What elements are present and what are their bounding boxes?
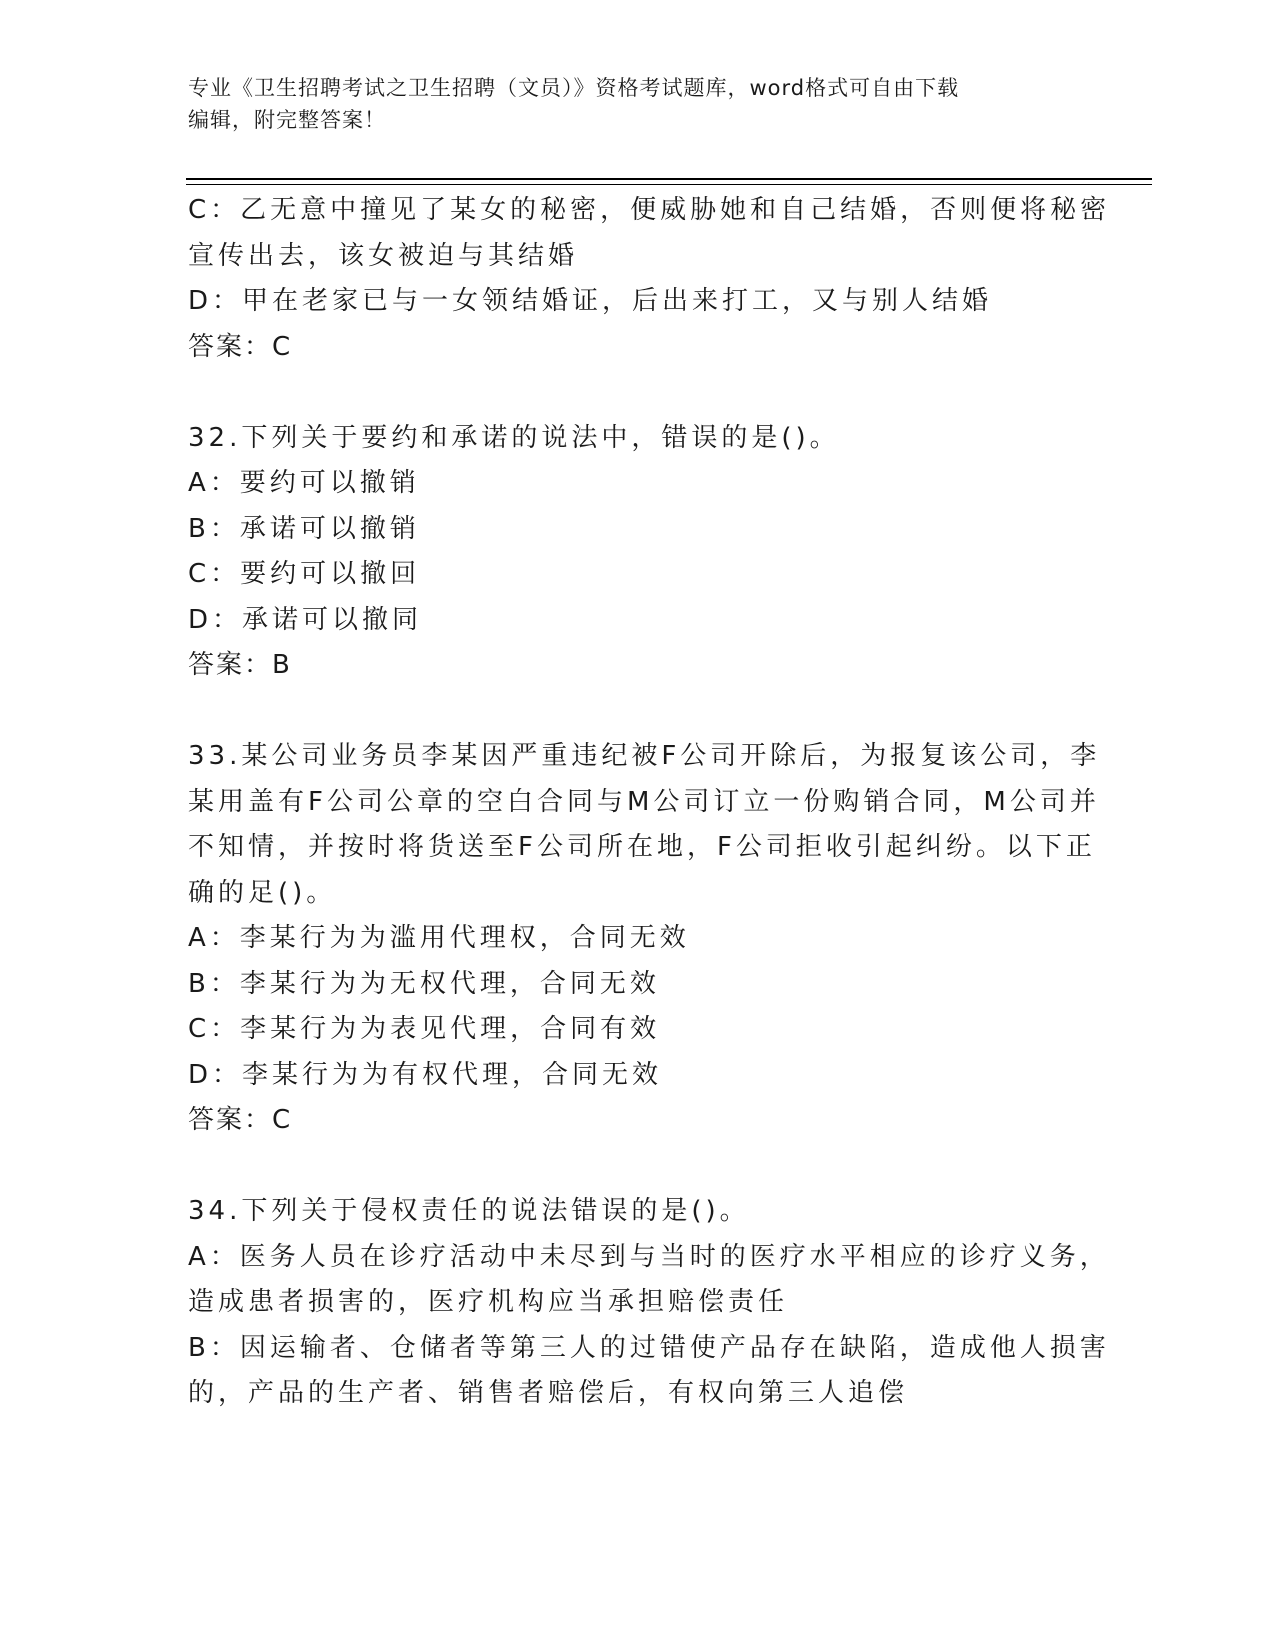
header-divider-thin (186, 184, 1152, 185)
header-divider-thick (186, 178, 1152, 180)
option-c: C：要约可以撤回 (188, 559, 421, 589)
option-c-line-2: 宣传出去，该女被迫与其结婚 (188, 240, 579, 271)
question-stem-line-2: 某用盖有F公司公章的空白合同与M公司订立一份购销合同，M公司并 (188, 786, 1100, 817)
question-body (188, 188, 1111, 1417)
option-a: A：要约可以撤销 (188, 468, 420, 498)
question-33 (188, 734, 1101, 1144)
option-b-line-2: 的，产品的生产者、销售者赔偿后，有权向第三人追偿 (188, 1378, 909, 1408)
header-line-1: 专业《卫生招聘考试之卫生招聘（文员）》资格考试题库，word格式可自由下载 (188, 76, 960, 100)
question-34 (188, 1189, 1110, 1417)
option-a-line-1: A：医务人员在诊疗活动中未尽到与当时的医疗水平相应的诊疗义务， (188, 1241, 1110, 1272)
question-stem-line-4: 确的足()。 (188, 877, 337, 908)
spacer (188, 1144, 1088, 1190)
option-d: D：承诺可以撤同 (188, 604, 423, 635)
question-32 (188, 416, 1088, 689)
option-d: D：甲在老家已与一女领结婚证，后出来打工，又与别人结婚 (188, 286, 993, 316)
option-b-line-1: B：因运输者、仓储者等第三人的过错使产品存在缺陷，造成他人损害 (188, 1332, 1110, 1363)
answer-line: 答案：C (188, 331, 293, 362)
question-stem: 34.下列关于侵权责任的说法错误的是()。 (188, 1196, 750, 1226)
option-a: A：李某行为为滥用代理权，合同无效 (188, 923, 690, 953)
option-c: C：李某行为为表见代理，合同有效 (188, 1014, 661, 1044)
question-stem: 32.下列关于要约和承诺的说法中，错误的是()。 (188, 422, 840, 453)
answer-line: 答案：B (188, 650, 292, 680)
question-stem-line-3: 不知情，并按时将货送至F公司所在地，F公司拒收引起纠纷。以下正 (188, 832, 1096, 862)
option-d: D：李某行为为有权代理，合同无效 (188, 1059, 663, 1090)
answer-line: 答案：C (188, 1105, 293, 1135)
question-31-tail (188, 188, 1111, 370)
option-b: B：承诺可以撤销 (188, 513, 420, 544)
option-b: B：李某行为为无权代理，合同无效 (188, 968, 660, 999)
document-header (188, 72, 1078, 136)
header-line-2: 编辑，附完整答案！ (188, 108, 386, 132)
spacer (188, 689, 1088, 735)
question-stem-line-1: 33.某公司业务员李某因严重违纪被F公司开除后，为报复该公司，李 (188, 741, 1101, 771)
spacer (188, 370, 1088, 416)
option-a-line-2: 造成患者损害的，医疗机构应当承担赔偿责任 (188, 1287, 789, 1317)
option-c-line-1: C：乙无意中撞见了某女的秘密，便威胁她和自己结婚，否则便将秘密 (188, 195, 1111, 225)
